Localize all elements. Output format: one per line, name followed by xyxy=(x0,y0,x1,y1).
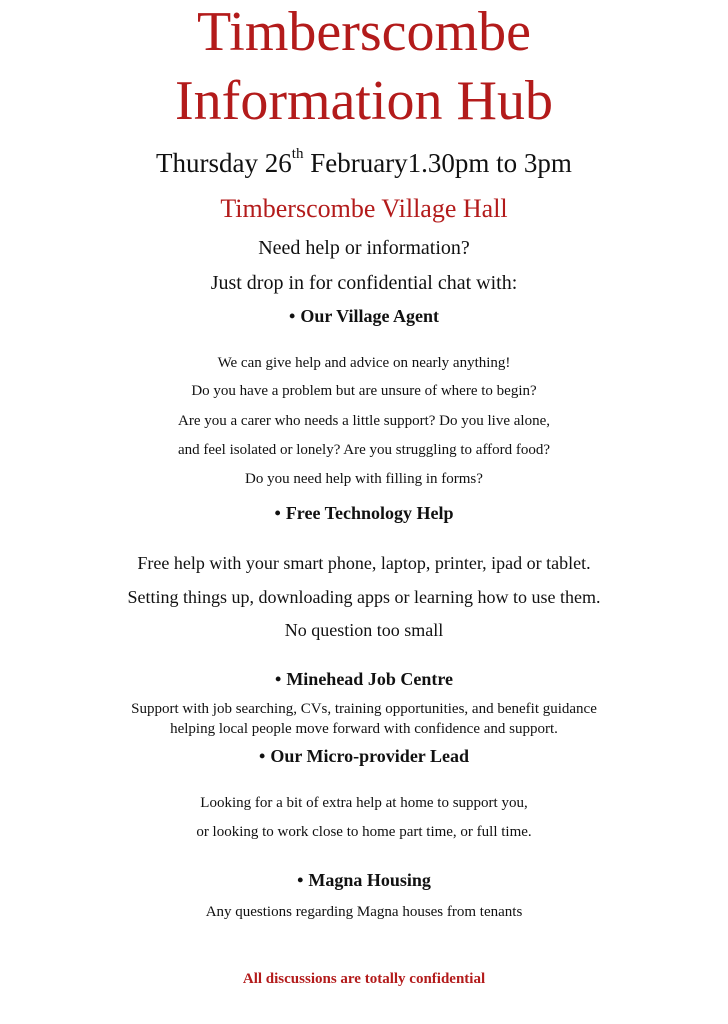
event-date-rest: February1.30pm to 3pm xyxy=(303,148,572,178)
village-agent-line-1: We can give help and advice on nearly anything! xyxy=(217,355,511,371)
confidential-notice: All discussions are totally confidential xyxy=(242,971,486,987)
intro-line-2: Just drop in for confidential chat with: xyxy=(210,272,518,294)
event-day-suffix: th xyxy=(291,146,304,162)
technology-help-line-1: Free help with your smart phone, laptop, printer, ipad or tablet. xyxy=(137,553,591,573)
heading-label: Magna Housing xyxy=(308,870,431,890)
heading-label: Our Village Agent xyxy=(300,306,439,326)
village-agent-line-2: Do you have a problem but are unsure of where to begin? xyxy=(191,383,537,399)
village-agent-line-5: Do you need help with filling in forms? xyxy=(245,471,483,487)
bullet-icon: • xyxy=(275,669,282,689)
job-centre-line-1: Support with job searching, CVs, training opportunities, and benefit guidance xyxy=(131,701,597,717)
section-heading-micro-provider xyxy=(0,747,728,765)
bullet-icon: • xyxy=(259,746,266,766)
section-heading-technology-help xyxy=(0,504,728,522)
job-centre-line-2: helping local people move forward with confidence and support. xyxy=(170,721,558,737)
micro-provider-line-1: Looking for a bit of extra help at home to support you, xyxy=(200,795,528,811)
section-heading-magna-housing xyxy=(0,871,728,889)
technology-help-line-2: Setting things up, downloading apps or learning how to use them. xyxy=(127,587,601,607)
event-day: Thursday 26 xyxy=(156,148,292,178)
event-date-time xyxy=(0,146,728,178)
heading-label: Our Micro-provider Lead xyxy=(270,746,469,766)
heading-label: Minehead Job Centre xyxy=(286,669,453,689)
section-heading-village-agent xyxy=(0,307,728,325)
technology-help-line-3: No question too small xyxy=(284,620,444,640)
village-agent-line-3: Are you a carer who needs a little support? Do you live alone, xyxy=(178,413,550,429)
heading-label: Free Technology Help xyxy=(285,503,454,523)
intro-line-1: Need help or information? xyxy=(258,237,470,259)
event-venue: Timberscombe Village Hall xyxy=(220,194,508,223)
section-heading-job-centre xyxy=(0,670,728,688)
magna-housing-line-1: Any questions regarding Magna houses from tenants xyxy=(205,904,523,920)
bullet-icon: • xyxy=(289,306,296,326)
micro-provider-line-2: or looking to work close to home part time, or full time. xyxy=(196,824,532,840)
bullet-icon: • xyxy=(274,503,281,523)
title-line-1: Timberscombe xyxy=(197,1,531,63)
village-agent-line-4: and feel isolated or lonely? Are you struggling to afford food? xyxy=(177,442,551,458)
bullet-icon: • xyxy=(297,870,304,890)
title-line-2: Information Hub xyxy=(175,70,553,132)
